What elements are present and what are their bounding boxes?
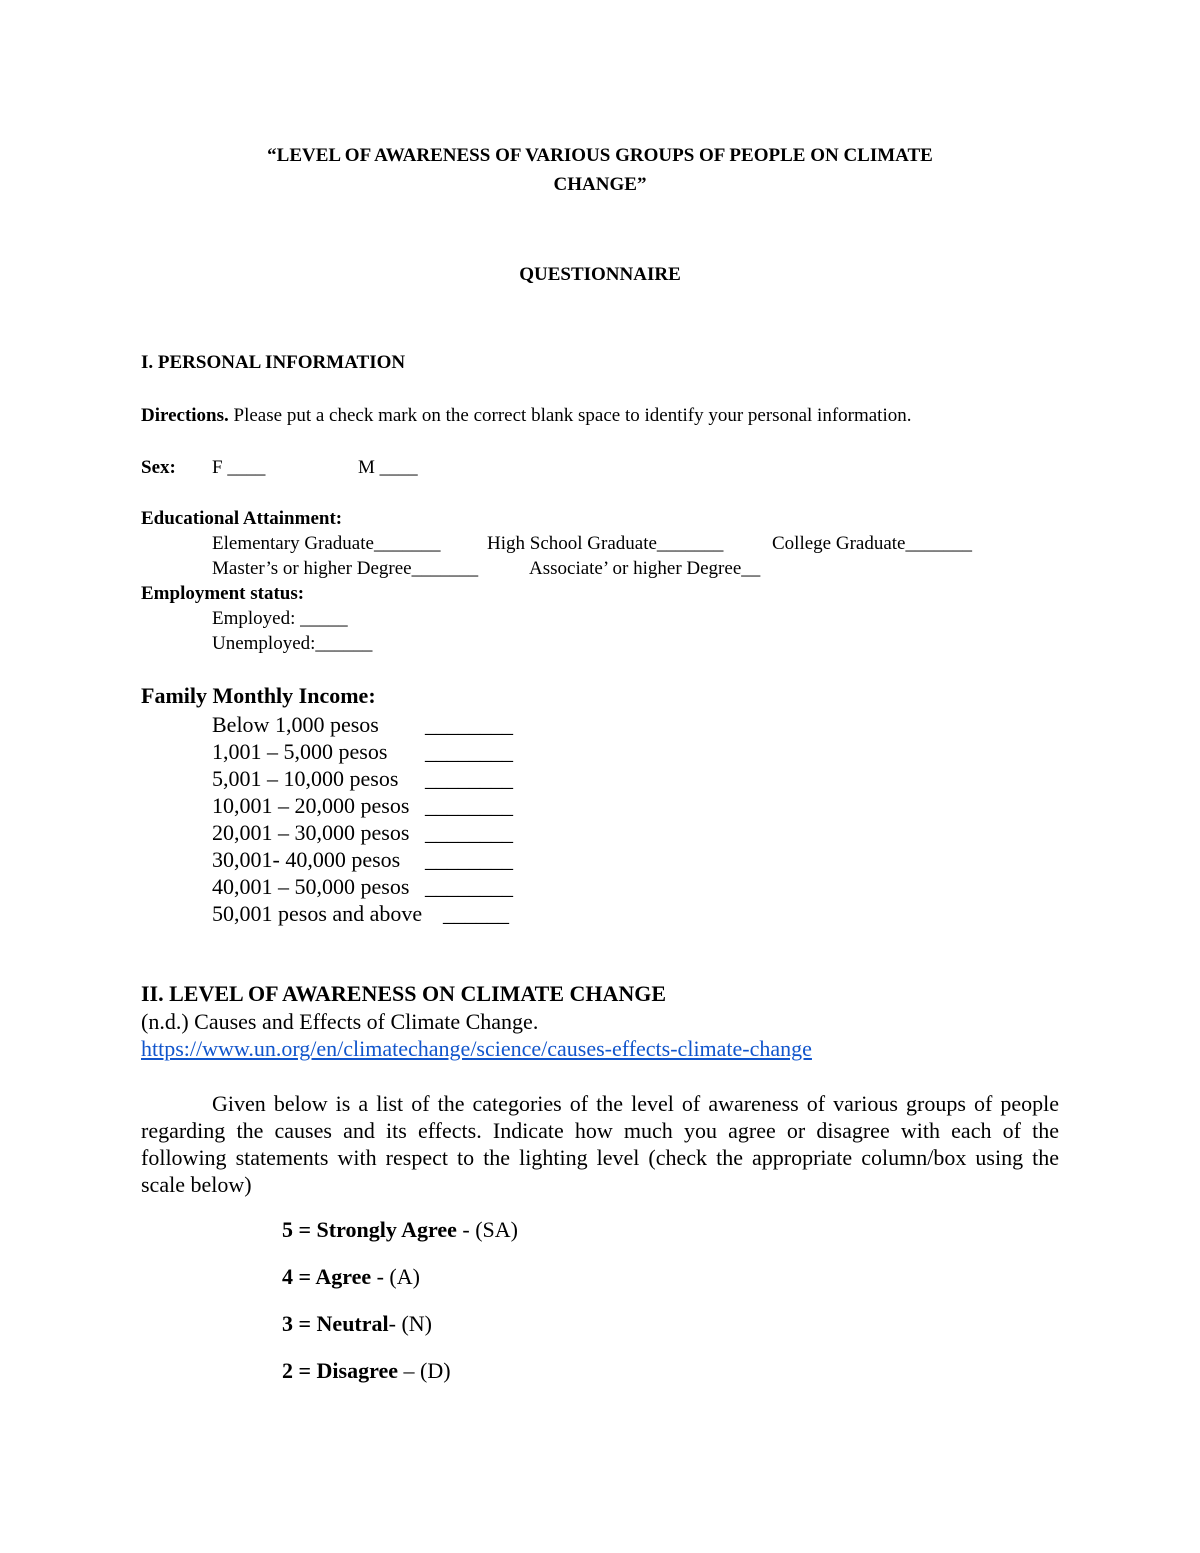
income-option-blank[interactable]: ________ bbox=[425, 712, 513, 737]
document-title-line-1: “LEVEL OF AWARENESS OF VARIOUS GROUPS OF PEOPLE ON CLIMATE bbox=[267, 145, 933, 166]
income-option-label: 30,001- 40,000 pesos bbox=[212, 847, 401, 872]
scale-code: - (A) bbox=[371, 1264, 420, 1289]
scale-item bbox=[282, 1217, 518, 1242]
directions-text: Please put a check mark on the correct blank space to identify your personal information. bbox=[228, 405, 912, 426]
income-option-label: 20,001 – 30,000 pesos bbox=[212, 820, 410, 845]
employment-option-unemployed[interactable]: Unemployed:______ bbox=[212, 633, 373, 654]
income-option-label: 50,001 pesos and above bbox=[212, 901, 423, 926]
employment-option-employed[interactable]: Employed: _____ bbox=[212, 608, 348, 629]
sex-label: Sex: bbox=[141, 457, 176, 478]
directions-label: Directions. bbox=[141, 405, 229, 426]
income-label: Family Monthly Income: bbox=[141, 683, 376, 708]
income-option-label: Below 1,000 pesos bbox=[212, 712, 379, 737]
education-option-high-school[interactable]: High School Graduate_______ bbox=[487, 533, 724, 554]
scale-item bbox=[282, 1358, 451, 1383]
document-subtitle: QUESTIONNAIRE bbox=[519, 264, 681, 285]
scale-code: - (N) bbox=[388, 1311, 433, 1336]
scale-label: 2 = Disagree bbox=[282, 1358, 398, 1383]
section-2-heading: II. LEVEL OF AWARENESS ON CLIMATE CHANGE bbox=[141, 981, 667, 1006]
scale-label: 3 = Neutral bbox=[282, 1311, 389, 1336]
sex-option-male[interactable]: M ____ bbox=[358, 457, 418, 478]
income-option-label: 1,001 – 5,000 pesos bbox=[212, 739, 388, 764]
instructions-text: Given below is a list of the categories of the level of awareness of various groups of people regarding the causes and its effects. Indicate how much you agree or disagree with each of the following statements with respect to the lighting level (check the appropriate column/box using the scale below) bbox=[141, 1091, 1059, 1197]
income-option-blank[interactable]: ________ bbox=[425, 847, 513, 872]
instructions-paragraph bbox=[141, 1090, 1059, 1198]
section-1-heading: I. PERSONAL INFORMATION bbox=[141, 352, 406, 373]
income-option-blank[interactable]: ________ bbox=[425, 874, 513, 899]
sex-option-female[interactable]: F ____ bbox=[212, 457, 266, 478]
income-option-label: 10,001 – 20,000 pesos bbox=[212, 793, 410, 818]
directions-paragraph bbox=[141, 405, 912, 427]
education-option-associate[interactable]: Associate’ or higher Degree__ bbox=[529, 558, 761, 579]
income-option-blank[interactable]: ________ bbox=[425, 766, 513, 791]
scale-item bbox=[282, 1311, 432, 1336]
income-option-label: 40,001 – 50,000 pesos bbox=[212, 874, 410, 899]
scale-code: – (D) bbox=[398, 1358, 451, 1383]
income-option-blank[interactable]: ________ bbox=[425, 820, 513, 845]
income-option-blank[interactable]: ________ bbox=[425, 739, 513, 764]
income-option-blank[interactable]: ________ bbox=[425, 793, 513, 818]
scale-item bbox=[282, 1264, 420, 1289]
education-label: Educational Attainment: bbox=[141, 508, 343, 529]
scale-code: - (SA) bbox=[456, 1217, 518, 1242]
document-title-line-2: CHANGE” bbox=[553, 174, 647, 195]
income-option-blank[interactable]: ______ bbox=[443, 901, 509, 926]
scale-label: 4 = Agree bbox=[282, 1264, 372, 1289]
scale-label: 5 = Strongly Agree bbox=[282, 1217, 457, 1242]
reference-citation: (n.d.) Causes and Effects of Climate Change. bbox=[141, 1009, 539, 1034]
income-option-label: 5,001 – 10,000 pesos bbox=[212, 766, 399, 791]
education-option-college[interactable]: College Graduate_______ bbox=[772, 533, 972, 554]
education-option-elementary[interactable]: Elementary Graduate_______ bbox=[212, 533, 441, 554]
education-option-masters[interactable]: Master’s or higher Degree_______ bbox=[212, 558, 479, 579]
employment-label: Employment status: bbox=[141, 583, 305, 604]
reference-link[interactable]: https://www.un.org/en/climatechange/science/causes-effects-climate-change bbox=[141, 1036, 812, 1061]
